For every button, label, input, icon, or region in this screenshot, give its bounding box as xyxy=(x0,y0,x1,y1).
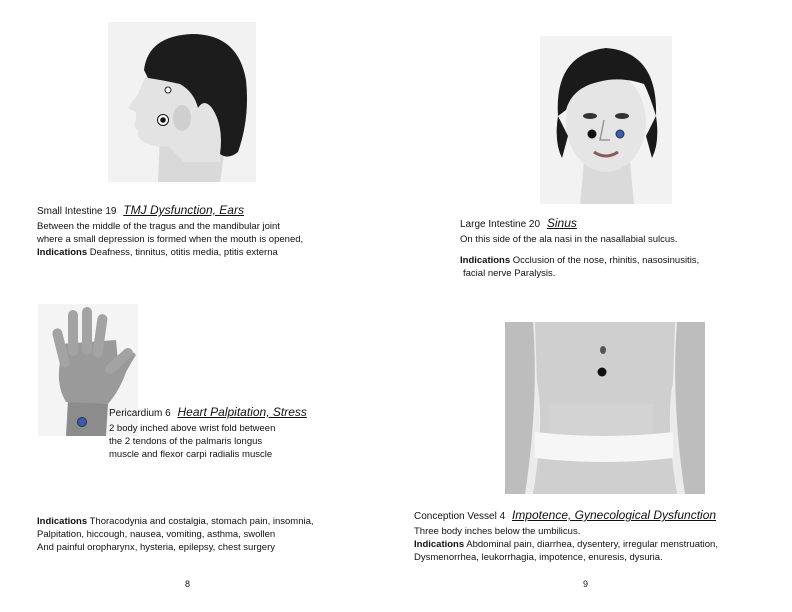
si19-location-line-2: where a small depression is formed when the mouth is opened, xyxy=(37,234,304,245)
frontal-face-photo xyxy=(540,36,672,204)
li20-heading xyxy=(460,216,577,230)
torso-photo xyxy=(505,322,705,494)
li20-indications-line-2: facial nerve Paralysis. xyxy=(463,268,556,279)
li20-indications-line-1 xyxy=(460,254,699,267)
right-page-number: 9 xyxy=(583,579,589,589)
p6-indications xyxy=(37,515,314,554)
right-page xyxy=(396,0,792,612)
li20-indications xyxy=(460,254,699,280)
cv4-description xyxy=(414,525,718,564)
cv4-indications-label: Indications xyxy=(414,539,465,550)
p6-indications-line-2: Palpitation, hiccough, nausea, vomiting, asthma, swollen xyxy=(37,529,276,540)
p6-location-line-2: the 2 tendons of the palmaris longus xyxy=(109,436,263,447)
cv4-location: Three body inches below the umbilicus. xyxy=(414,526,581,537)
p6-indications-line-1 xyxy=(37,515,314,528)
cv4-point-name: Conception Vessel 4 xyxy=(414,511,506,522)
p6-point-name: Pericardium 6 xyxy=(109,408,171,419)
left-page-number: 8 xyxy=(185,579,191,589)
si19-indications-label: Indications xyxy=(37,247,88,258)
li20-indications-label: Indications xyxy=(460,255,511,266)
si19-indications-text: Deafness, tinnitus, otitis media, ptitis externa xyxy=(89,247,278,258)
si19-topic: TMJ Dysfunction, Ears xyxy=(123,203,244,217)
li20-location: On this side of the ala nasi in the nasallabial sulcus. xyxy=(460,234,678,245)
p6-indications-text-1: Thoracodynia and costalgia, stomach pain, insomnia, xyxy=(89,516,314,527)
p6-location-line-3: muscle and flexor carpi radialis muscle xyxy=(109,449,273,460)
cv4-heading xyxy=(414,508,716,522)
profile-head-photo xyxy=(108,22,256,182)
p6-topic: Heart Palpitation, Stress xyxy=(177,405,307,419)
li20-point-name: Large Intestine 20 xyxy=(460,219,541,230)
si19-point-name: Small Intestine 19 xyxy=(37,206,117,217)
si19-heading xyxy=(37,203,244,217)
li20-indications-text-1: Occlusion of the nose, rhinitis, nasosinusitis, xyxy=(512,255,700,266)
p6-location xyxy=(109,422,275,461)
li20-topic: Sinus xyxy=(546,216,577,230)
si19-indications xyxy=(37,246,303,259)
torso-illustration xyxy=(505,322,705,494)
si19-location-line-1: Between the middle of the tragus and the mandibular joint xyxy=(37,221,280,232)
frontal-face-illustration xyxy=(540,36,672,204)
si19-description xyxy=(37,220,303,259)
cv4-indications-line-2: Dysmenorrhea, leukorrhagia, impotence, enuresis, dysuria. xyxy=(414,552,663,563)
p6-location-line-1: 2 body inched above wrist fold between xyxy=(109,423,276,434)
profile-head-illustration xyxy=(108,22,256,182)
p6-indications-label: Indications xyxy=(37,516,88,527)
cv4-indications-text-1: Abdominal pain, diarrhea, dysentery, irregular menstruation, xyxy=(466,539,718,550)
cv4-indications-line-1 xyxy=(414,538,718,551)
cv4-topic: Impotence, Gynecological Dysfunction xyxy=(511,508,717,522)
p6-indications-line-3: And painful oropharynx, hysteria, epilepsy, chest surgery xyxy=(37,542,275,553)
p6-heading xyxy=(109,405,307,419)
